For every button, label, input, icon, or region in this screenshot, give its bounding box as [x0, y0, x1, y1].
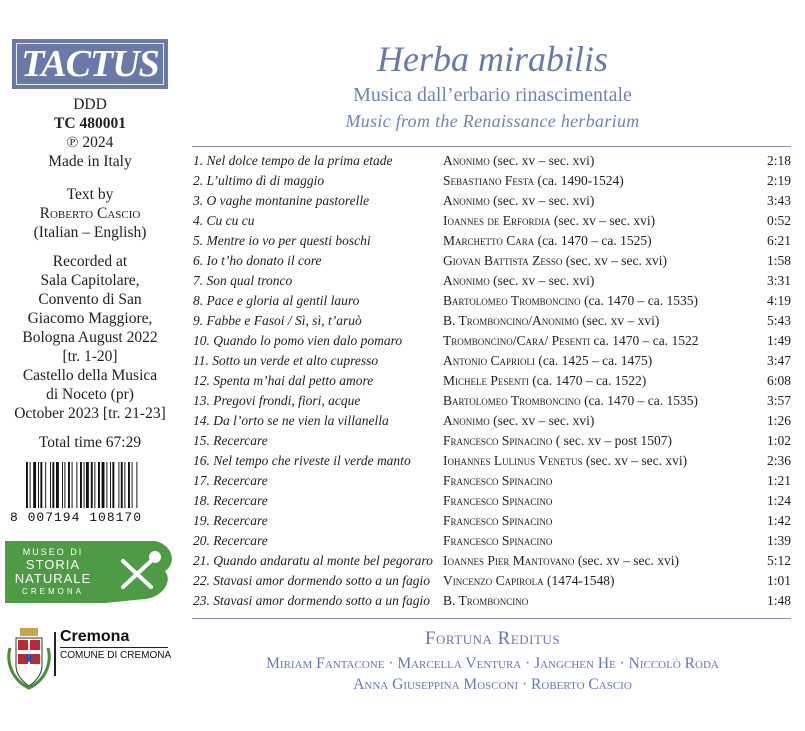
track-duration: 1:48 — [766, 593, 791, 608]
track-row — [193, 331, 791, 351]
barcode-bar — [136, 462, 137, 508]
track-row — [193, 311, 791, 331]
composer-dates: (sec. xv – sec. xvi) — [582, 453, 688, 468]
track-duration: 1:02 — [766, 433, 791, 448]
cremona-name: Cremona — [60, 628, 130, 645]
track-list — [193, 151, 791, 611]
composer-name: B. Tromboncino/Anonimo — [443, 313, 579, 328]
track-duration: 1:24 — [766, 493, 791, 508]
catalog-number: TC 480001 — [54, 115, 126, 132]
composer-name: Ioannes Pier Mantovano — [443, 553, 575, 568]
track-duration: 3:57 — [766, 393, 791, 408]
cremona-sub: COMUNE DI CREMONA — [60, 650, 172, 661]
track-row — [193, 591, 791, 611]
track-composer — [443, 273, 594, 289]
track-title: 12. Spenta m’hai dal petto amore — [193, 373, 374, 388]
track-title: 3. O vaghe montanine pastorelle — [193, 193, 370, 208]
track-row — [193, 191, 791, 211]
track-composer — [443, 313, 659, 329]
track-row — [193, 511, 791, 531]
track-duration: 1:26 — [766, 413, 791, 428]
composer-name: Francesco Spinacino — [443, 513, 553, 528]
track-title: 7. Son qual tronco — [193, 273, 293, 288]
composer-dates: (ca. 1425 – ca. 1475) — [534, 353, 653, 368]
track-title: 10. Quando lo pomo vien dalo pomaro — [193, 333, 403, 348]
barcode-bar — [112, 462, 114, 508]
recording-line: Convento di San — [38, 291, 142, 308]
track-title: 1. Nel dolce tempo de la prima etade — [193, 153, 393, 168]
composer-dates: (ca. 1470 – ca. 1535) — [580, 293, 699, 308]
track-composer — [443, 413, 594, 429]
barcode-bar — [94, 462, 95, 508]
track-title: 18. Recercare — [193, 493, 268, 508]
track-title: 16. Nel tempo che riveste il verde manto — [193, 453, 411, 468]
track-row — [193, 431, 791, 451]
composer-name: Michele Pesenti — [443, 373, 529, 388]
track-composer — [443, 513, 552, 529]
composer-name: Antonio Caprioli — [443, 353, 535, 368]
museo-line: MUSEO DI — [22, 547, 84, 557]
barcode-bar — [26, 462, 28, 508]
museo-line: CREMONA — [22, 587, 84, 596]
track-duration: 6:08 — [766, 373, 791, 388]
composer-dates: (1474-1548) — [543, 573, 615, 588]
barcode-bar — [30, 462, 31, 508]
track-duration: 4:19 — [766, 293, 791, 308]
track-row — [193, 411, 791, 431]
recording-info — [0, 252, 180, 423]
track-row — [193, 551, 791, 571]
track-row — [193, 531, 791, 551]
composer-dates: (sec. xv – sec. xvi) — [574, 553, 680, 568]
track-title: 22. Stavasi amor dormendo sotto a un fagio — [193, 573, 431, 588]
track-duration: 3:47 — [766, 353, 791, 368]
track-row — [193, 231, 791, 251]
barcode-bar — [80, 462, 82, 508]
barcode-bar — [52, 462, 54, 508]
track-composer — [443, 533, 552, 549]
track-composer — [443, 293, 698, 309]
album-title: Herba mirabilis — [376, 39, 608, 79]
track-row — [193, 171, 791, 191]
track-composer — [443, 553, 679, 569]
recording-line: Bologna August 2022 — [22, 329, 158, 346]
barcode-bar — [91, 462, 93, 508]
track-composer — [443, 233, 652, 249]
track-composer — [443, 593, 528, 609]
track-composer — [443, 493, 552, 509]
composer-name: Anonimo — [443, 193, 490, 208]
album-subtitle-english: Music from the Renaissance herbarium — [345, 111, 640, 131]
track-duration: 1:21 — [766, 473, 791, 488]
left-column — [0, 0, 180, 731]
track-title: 14. Da l’orto se ne vien la villanella — [193, 413, 389, 428]
track-title: 15. Recercare — [193, 433, 268, 448]
track-row — [193, 571, 791, 591]
track-composer — [443, 153, 594, 169]
tactus-logo — [12, 39, 168, 89]
composer-name: Tromboncino/Cara/ Pesenti — [443, 333, 591, 348]
barcode-number: 8 007194 108170 — [10, 510, 143, 525]
barcode-bar — [33, 462, 36, 508]
composer-name: Vincenzo Capirola — [443, 573, 544, 588]
barcode-bar — [84, 462, 85, 508]
barcode-bar — [98, 462, 100, 508]
track-title: 2. L’ultimo dì di maggio — [193, 173, 325, 188]
track-title: 13. Pregovi frondi, fiori, acque — [193, 393, 361, 408]
composer-name: Francesco Spinacino — [443, 433, 553, 448]
recording-line: October 2023 [tr. 21-23] — [14, 405, 166, 422]
recording-line: di Noceto (pr) — [46, 386, 134, 403]
track-row — [193, 491, 791, 511]
track-title: 6. Io t’ho donato il core — [193, 253, 322, 268]
track-composer — [443, 573, 615, 589]
track-composer — [443, 373, 646, 389]
track-title: 20. Recercare — [193, 533, 268, 548]
track-title: 9. Fabbe e Fasoi / Sì, sì, t’aruò — [193, 313, 362, 328]
composer-dates: (sec. xv – sec. xvi) — [489, 153, 595, 168]
composer-name: Anonimo — [443, 413, 490, 428]
cremona-crest-icon — [6, 628, 52, 690]
recording-line: Castello della Musica — [22, 367, 158, 384]
track-row — [193, 291, 791, 311]
composer-name: B. Tromboncino — [443, 593, 529, 608]
track-composer — [443, 473, 552, 489]
barcode-bar — [86, 462, 89, 508]
barcode-bar — [72, 462, 73, 508]
comune-di-cremona-logo — [6, 628, 176, 690]
composer-name: Francesco Spinacino — [443, 493, 553, 508]
barcode-bar — [102, 462, 105, 508]
track-row — [193, 211, 791, 231]
barcode-bar — [132, 462, 133, 508]
composer-dates: (sec. xv – xvi) — [578, 313, 660, 328]
logo-text: TACTUS — [16, 43, 164, 85]
composer-dates: ca. 1470 – ca. 1522 — [590, 333, 699, 348]
composer-name: Francesco Spinacino — [443, 533, 553, 548]
track-composer — [443, 353, 652, 369]
track-duration: 2:36 — [766, 453, 791, 468]
barcode-bar — [76, 462, 77, 508]
barcode-bar — [45, 462, 46, 508]
track-duration: 1:49 — [766, 333, 791, 348]
composer-name: Giovan Battista Zesso — [443, 253, 563, 268]
barcode-bar — [50, 462, 51, 508]
track-row — [193, 371, 791, 391]
composer-name: Iohannes Lulinus Venetus — [443, 453, 583, 468]
composer-dates: (sec. xv – sec. xvi) — [550, 213, 656, 228]
composer-dates: (sec. xv – sec. xvi) — [489, 413, 595, 428]
barcode-bars — [26, 462, 168, 514]
composer-dates: (sec. xv – sec. xvi) — [489, 273, 595, 288]
barcode-bar — [40, 462, 42, 508]
ensemble-members: Miriam Fantacone · Marcella Ventura · Jangchen He · Niccolò Roda — [266, 655, 719, 672]
track-row — [193, 391, 791, 411]
track-composer — [443, 213, 655, 229]
track-row — [193, 271, 791, 291]
track-composer — [443, 393, 698, 409]
track-title: 21. Quando andaratu al monte bel pegoraro — [193, 553, 433, 568]
phonogram: ℗ 2024 — [66, 134, 114, 151]
barcode-bar — [56, 462, 59, 508]
total-time-text: Total time 67:29 — [38, 434, 142, 451]
composer-name: Anonimo — [443, 273, 490, 288]
recording-line: [tr. 1-20] — [62, 348, 118, 365]
credits — [0, 185, 180, 242]
composer-name: Bartolomeo Tromboncino — [443, 293, 581, 308]
track-row — [193, 251, 791, 271]
track-title: 17. Recercare — [193, 473, 268, 488]
track-title: 23. Stavasi amor dormendo sotto a un fagio — [193, 593, 431, 608]
barcode-bar — [128, 462, 130, 508]
barcode-bar — [121, 462, 123, 508]
track-title: 4. Cu cu cu — [193, 213, 255, 228]
ensemble-name: Fortuna Reditus — [424, 628, 561, 649]
composer-dates: (sec. xv – sec. xvi) — [562, 253, 667, 268]
track-duration: 5:43 — [766, 313, 791, 328]
track-composer — [443, 253, 667, 269]
track-row — [193, 471, 791, 491]
composer-dates: (sec. xv – sec. xvi) — [489, 193, 595, 208]
ensemble-members: Anna Giuseppina Mosconi · Roberto Cascio — [353, 676, 632, 693]
barcode-bar — [68, 462, 70, 508]
track-composer — [443, 333, 698, 349]
museo-line: NATURALE — [14, 571, 92, 586]
composer-name: Bartolomeo Tromboncino — [443, 393, 581, 408]
track-duration: 6:21 — [766, 233, 791, 248]
track-duration: 1:39 — [766, 533, 791, 548]
release-info — [0, 95, 180, 171]
format: DDD — [73, 96, 107, 113]
track-row — [193, 151, 791, 171]
track-duration: 0:52 — [766, 213, 791, 228]
barcode-bar — [118, 462, 119, 508]
track-title: 5. Mentre io vo per questi boschi — [193, 233, 371, 248]
recording-line: Sala Capitolare, — [40, 272, 140, 289]
track-composer — [443, 173, 624, 189]
museo-storia-naturale-logo — [5, 541, 177, 603]
composer-name: Ioannes de Erfordia — [443, 213, 551, 228]
recording-line: Recorded at — [52, 253, 128, 270]
total-time — [0, 433, 180, 452]
track-duration: 2:18 — [766, 153, 791, 168]
barcode-bar — [64, 462, 65, 508]
text-by-label: Text by — [66, 186, 114, 203]
composer-dates: (ca. 1490-1524) — [534, 173, 624, 188]
album-subtitle-italian: Musica dall’erbario rinascimentale — [353, 84, 632, 106]
track-duration: 1:01 — [766, 573, 791, 588]
track-duration: 5:12 — [766, 553, 791, 568]
track-title: 19. Recercare — [193, 513, 268, 528]
barcode-bar — [110, 462, 111, 508]
track-duration: 2:19 — [766, 173, 791, 188]
composer-dates: (ca. 1470 – ca. 1525) — [534, 233, 652, 248]
barcode-bar — [62, 462, 63, 508]
track-duration: 1:58 — [766, 253, 791, 268]
composer-dates: (ca. 1470 – ca. 1535) — [580, 393, 699, 408]
composer-dates: ( sec. xv – post 1507) — [552, 433, 673, 448]
composer-dates: (ca. 1470 – ca. 1522) — [528, 373, 647, 388]
barcode-bar — [38, 462, 39, 508]
track-composer — [443, 453, 687, 469]
composer-name: Anonimo — [443, 153, 490, 168]
track-duration: 1:42 — [766, 513, 791, 528]
barcode-bar — [124, 462, 125, 508]
text-language: (Italian – English) — [33, 224, 147, 241]
divider-bottom — [192, 618, 791, 619]
track-composer — [443, 433, 672, 449]
recording-line: Giacomo Maggiore, — [27, 310, 153, 327]
barcode — [10, 462, 170, 526]
track-composer — [443, 193, 594, 209]
track-row — [193, 351, 791, 371]
composer-name: Marchetto Cara — [443, 233, 535, 248]
museo-line: STORIA — [25, 557, 81, 572]
track-duration: 3:31 — [766, 273, 791, 288]
track-row — [193, 451, 791, 471]
origin: Made in Italy — [48, 153, 132, 170]
barcode-bar — [106, 462, 107, 508]
track-title: 8. Pace e gloria al gentil lauro — [193, 293, 360, 308]
composer-name: Sebastiano Festa — [443, 173, 535, 188]
text-by-name: Roberto Cascio — [39, 205, 141, 222]
track-duration: 3:43 — [766, 193, 791, 208]
track-title: 11. Sotto un verde et alto cupresso — [193, 353, 379, 368]
composer-name: Francesco Spinacino — [443, 473, 553, 488]
divider-top — [192, 146, 791, 147]
